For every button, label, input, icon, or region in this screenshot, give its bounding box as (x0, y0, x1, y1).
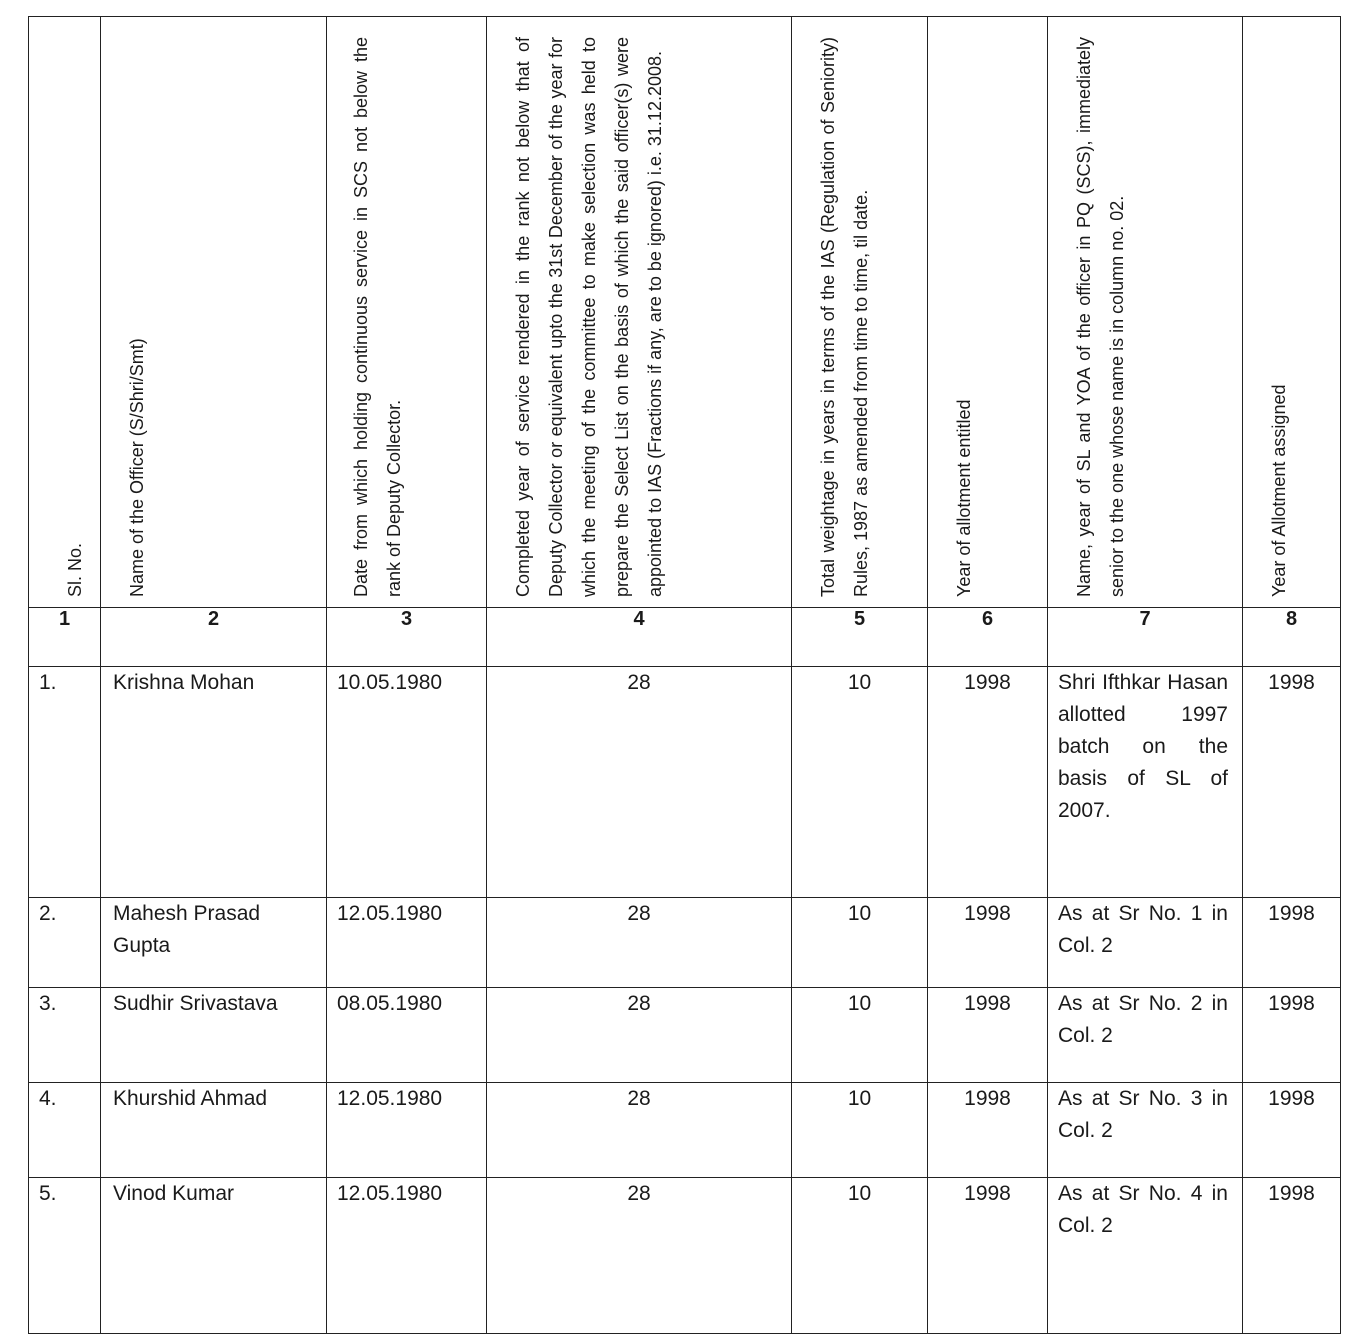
weightage-cell: 10 (792, 987, 928, 1082)
senior-officer-cell: As at Sr No. 1 in Col. 2 (1048, 897, 1243, 987)
year-entitled-cell: 1998 (928, 897, 1048, 987)
column-number: 3 (327, 607, 487, 666)
column-header (928, 17, 1048, 608)
column-header (792, 17, 928, 608)
completed-years-cell: 28 (487, 897, 792, 987)
service-date-cell: 12.05.1980 (327, 1178, 487, 1334)
column-number: 7 (1048, 607, 1243, 666)
column-header (29, 17, 101, 608)
officer-name-cell: Mahesh Prasad Gupta (101, 897, 327, 987)
service-date-cell: 10.05.1980 (327, 666, 487, 897)
column-header-text: Year of Allotment assigned (1269, 384, 1289, 597)
year-assigned-cell: 1998 (1243, 666, 1341, 897)
year-assigned-cell: 1998 (1243, 1083, 1341, 1178)
senior-officer-cell: Shri Ifthkar Hasan allotted 1997 batch on the basis of SL of 2007. (1048, 666, 1243, 897)
column-header-text: Name of the Officer (S/Shri/Smt) (127, 338, 147, 597)
column-header-text: Completed year of service rendered in the rank not below that of Deputy Collector or equivalent upto the 31st December of the year for which the meeting of the committee to make selection was held to prepare the Select List on the basis of which the said officer(s) were appointed to IAS (Fractions if any, are to be ignored) i.e. 31.12.2008. (513, 36, 665, 597)
completed-years-cell: 28 (487, 666, 792, 897)
table-row (29, 1083, 1341, 1178)
senior-officer-cell: As at Sr No. 4 in Col. 2 (1048, 1178, 1243, 1334)
allotment-table (28, 16, 1341, 1334)
completed-years-cell: 28 (487, 1178, 792, 1334)
weightage-cell: 10 (792, 1083, 928, 1178)
column-number: 5 (792, 607, 928, 666)
officer-name-cell: Sudhir Srivastava (101, 987, 327, 1082)
table-row (29, 987, 1341, 1082)
senior-officer-cell: As at Sr No. 2 in Col. 2 (1048, 987, 1243, 1082)
sl-no-cell: 5. (29, 1178, 101, 1334)
service-date-cell: 08.05.1980 (327, 987, 487, 1082)
year-entitled-cell: 1998 (928, 666, 1048, 897)
column-header (327, 17, 487, 608)
table-row (29, 897, 1341, 987)
year-entitled-cell: 1998 (928, 987, 1048, 1082)
header-row (29, 17, 1341, 608)
weightage-cell: 10 (792, 666, 928, 897)
sl-no-cell: 1. (29, 666, 101, 897)
year-assigned-cell: 1998 (1243, 1178, 1341, 1334)
officer-name-cell: Krishna Mohan (101, 666, 327, 897)
sl-no-cell: 2. (29, 897, 101, 987)
officer-name-cell: Khurshid Ahmad (101, 1083, 327, 1178)
year-assigned-cell: 1998 (1243, 897, 1341, 987)
column-header (487, 17, 792, 608)
column-header (101, 17, 327, 608)
year-entitled-cell: 1998 (928, 1083, 1048, 1178)
column-header-text: Year of allotment entitled (954, 399, 974, 597)
weightage-cell: 10 (792, 1178, 928, 1334)
column-header-text: Total weightage in years in terms of the IAS (Regulation of Seniority) Rules, 1987 as amended from time to time, til date. (818, 36, 871, 597)
column-number: 2 (101, 607, 327, 666)
table-row (29, 1178, 1341, 1334)
completed-years-cell: 28 (487, 987, 792, 1082)
column-header-text: Date from which holding continuous service in SCS not below the rank of Deputy Collector. (351, 36, 404, 597)
officer-name-cell: Vinod Kumar (101, 1178, 327, 1334)
column-number: 1 (29, 607, 101, 666)
column-number: 8 (1243, 607, 1341, 666)
service-date-cell: 12.05.1980 (327, 897, 487, 987)
senior-officer-cell: As at Sr No. 3 in Col. 2 (1048, 1083, 1243, 1178)
column-number-row (29, 607, 1341, 666)
weightage-cell: 10 (792, 897, 928, 987)
completed-years-cell: 28 (487, 1083, 792, 1178)
column-number: 6 (928, 607, 1048, 666)
sl-no-cell: 3. (29, 987, 101, 1082)
column-header (1048, 17, 1243, 608)
column-header-text: Sl. No. (65, 542, 85, 597)
column-header (1243, 17, 1341, 608)
service-date-cell: 12.05.1980 (327, 1083, 487, 1178)
year-entitled-cell: 1998 (928, 1178, 1048, 1334)
table-row (29, 666, 1341, 897)
year-assigned-cell: 1998 (1243, 987, 1341, 1082)
column-header-text: Name, year of SL and YOA of the officer in PQ (SCS), immediately senior to the one whose name is in column no. 02. (1074, 36, 1127, 597)
sl-no-cell: 4. (29, 1083, 101, 1178)
column-number: 4 (487, 607, 792, 666)
